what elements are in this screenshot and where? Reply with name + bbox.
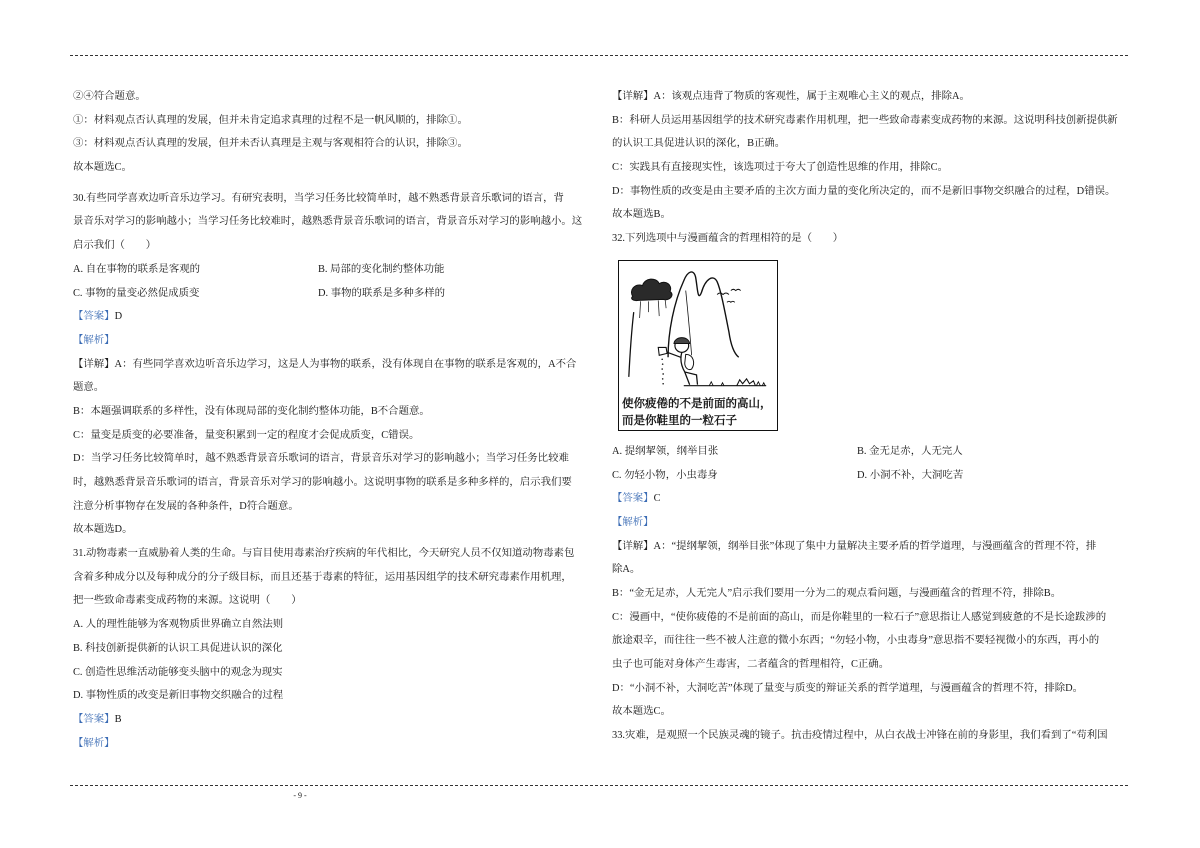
detail-line: B：科研人员运用基因组学的技术研究毒素作用机理，把一些致命毒素变成药物的来源。这说明科技创新提供新 <box>612 114 1118 126</box>
conclusion-line: 故本题选C。 <box>612 706 671 718</box>
option-d: D. 事物性质的改变是新旧事物交织融合的过程 <box>73 690 284 702</box>
question-stem-line: 启示我们（ ） <box>73 240 157 252</box>
question-stem-line: 33.灾难，是观照一个民族灵魂的镜子。抗击疫情过程中，从白衣战士冲锋在前的身影里，我们看到了“苟利国 <box>612 730 1108 742</box>
option-b: B. 局部的变化制约整体功能 <box>318 263 445 275</box>
answer-value: D <box>114 311 123 323</box>
detail-line: 注意分析事物存在发展的各种条件，D符合题意。 <box>73 500 299 512</box>
conclusion-line: 故本题选B。 <box>612 209 671 221</box>
answer-label: 【答案】 <box>73 311 115 323</box>
answer-label: 【答案】 <box>73 713 115 725</box>
options-row <box>612 464 1128 488</box>
bird <box>727 301 735 302</box>
answer-line <box>73 708 586 732</box>
analysis-line: ①：材料观点否认真理的发展，但并未肯定追求真理的过程不是一帆风顺的，排除①。 <box>73 114 468 126</box>
detail-line: 的认识工具促进认识的深化，B正确。 <box>612 138 786 150</box>
header-dashed-rule <box>70 55 1130 56</box>
option-a: A. 人的理性能够为客观物质世界确立自然法则 <box>73 619 284 631</box>
detail-line: 【详解】A：该观点违背了物质的客观性，属于主观唯心主义的观点，排除A。 <box>612 91 970 102</box>
left-slope <box>629 312 634 377</box>
page-number: - 9 - <box>293 791 307 800</box>
option-a: A. 提纲挈领，纲举目张 <box>612 445 719 457</box>
answer-label: 【答案】 <box>612 493 654 505</box>
question-stem-line: 把一些致命毒素变成药物的来源。这说明（ ） <box>73 595 302 607</box>
conclusion-line: 故本题选C。 <box>73 162 132 174</box>
cartoon-caption-line: 使你疲倦的不是前面的高山， <box>622 395 772 410</box>
answer-line <box>73 305 586 329</box>
question-stem-line: 含着多种成分以及每种成分的分子级目标，而且还基于毒素的特征，运用基因组学的技术研究毒素作用机理， <box>73 571 572 583</box>
answer-value: B <box>114 713 122 725</box>
option-c: C. 事物的量变必然促成质变 <box>73 287 200 299</box>
analysis-label: 【解析】 <box>73 737 115 749</box>
person-hat <box>674 337 690 343</box>
falling-stones <box>661 358 664 384</box>
question-31-analysis <box>612 85 1128 227</box>
options-row <box>612 440 1128 464</box>
detail-line: B：本题强调联系的多样性，没有体现局部的变化制约整体功能，B不合题意。 <box>73 405 430 417</box>
detail-line: 旅途艰辛，而往往一些不被人注意的微小东西；“勿轻小物，小虫毒身”意思指不要轻视微小的东西，再小的 <box>612 635 1100 647</box>
options-row <box>73 258 586 282</box>
footer-dashed-rule <box>70 785 1130 786</box>
analysis-line: ②④符合题意。 <box>73 91 146 102</box>
conclusion-line: 故本题选D。 <box>73 524 133 536</box>
question-29-tail <box>73 85 586 180</box>
question-32 <box>612 227 1128 724</box>
detail-line: 【详解】A：“提纲挈领，纲举目张”体现了集中力量解决主要矛盾的哲学道理，与漫画蕴含的哲理不符，排 <box>612 540 1097 552</box>
detail-line: 【详解】A：有些同学喜欢边听音乐边学习，这是人为事物的联系，没有体现自在事物的联系是客观的，A不合 <box>73 358 577 370</box>
question-stem-line: 32.下列选项中与漫画蕴含的哲理相符的是（ ） <box>612 233 844 245</box>
bird <box>731 289 741 290</box>
option-c: C. 勿轻小物，小虫毒身 <box>612 469 718 481</box>
cloud-drips <box>640 299 666 318</box>
question-stem-line: 31.动物毒素一直威胁着人类的生命。与盲目使用毒素治疗疾病的年代相比，今天研究人员不仅知道动物毒素包 <box>73 548 575 560</box>
option-d: D. 小洞不补，大洞吃苦 <box>857 469 964 481</box>
detail-line: D：事物性质的改变是由主要矛盾的主次方面力量的变化所决定的，而不是新旧事物交织融合的过程，D错误。 <box>612 185 1116 197</box>
cartoon-caption-line: 而是你鞋里的一粒石子 <box>622 412 737 427</box>
detail-line: C：实践具有直接现实性，该选项过于夸大了创造性思维的作用，排除C。 <box>612 162 948 174</box>
option-c: C. 创造性思维活动能够变头脑中的观念为现实 <box>73 666 283 678</box>
person-backpack <box>685 354 694 369</box>
question-stem-line: 景音乐对学习的影响越小；当学习任务比较难时，越熟悉背景音乐歌词的语言，背景音乐对学习的影响越小。这 <box>73 216 583 228</box>
small-creature <box>737 379 756 386</box>
question-stem-line: 30.有些同学喜欢边听音乐边学习。有研究表明，当学习任务比较简单时，越不熟悉背景音乐歌词的语言，背 <box>73 192 564 204</box>
option-b: B. 金无足赤，人无完人 <box>857 445 963 457</box>
analysis-label: 【解析】 <box>73 334 115 346</box>
shoe <box>658 347 667 355</box>
right-column <box>612 85 1128 765</box>
analysis-line: ③：材料观点否认真理的发展，但并未否认真理是主观与客观相符合的认识，排除③。 <box>73 138 468 150</box>
detail-line: 虫子也可能对身体产生毒害，二者蕴含的哲理相符，C正确。 <box>612 659 890 670</box>
detail-line: B：“金无足赤，人无完人”启示我们要用一分为二的观点看问题，与漫画蕴含的哲理不符，排除B。 <box>612 587 1062 599</box>
answer-line <box>612 487 1128 511</box>
detail-line: D：“小洞不补，大洞吃苦”体现了量变与质变的辩证关系的哲学道理，与漫画蕴含的哲理不符，排除D。 <box>612 682 1084 694</box>
options-row <box>73 282 586 306</box>
cartoon-image <box>618 260 778 431</box>
left-column <box>73 85 586 765</box>
detail-line: C：漫画中，“使你疲倦的不是前面的高山，而是你鞋里的一粒石子”意思指让人感觉到疲惫的不是长途跋涉的 <box>612 611 1107 623</box>
bird <box>717 293 729 294</box>
analysis-label: 【解析】 <box>612 516 654 528</box>
question-33 <box>612 724 1128 748</box>
question-30 <box>73 187 586 542</box>
question-31 <box>73 542 586 755</box>
detail-line: 除A。 <box>612 564 641 576</box>
option-b: B. 科技创新提供新的认识工具促进认识的深化 <box>73 642 283 654</box>
option-a: A. 自在事物的联系是客观的 <box>73 263 200 275</box>
detail-line: 题意。 <box>73 382 105 394</box>
detail-line: D：当学习任务比较简单时，越不熟悉背景音乐歌词的语言，背景音乐对学习的影响越小；当学习任务比较难 <box>73 453 569 465</box>
option-d: D. 事物的联系是多种多样的 <box>318 287 445 299</box>
detail-line: 时，越熟悉背景音乐歌词的语言，背景音乐对学习的影响越小。这说明事物的联系是多种多样的，启示我们要 <box>73 477 572 488</box>
cloud <box>631 279 672 300</box>
answer-value: C <box>653 493 661 505</box>
detail-line: C：量变是质变的必要准备，量变积累到一定的程度才会促成质变，C错误。 <box>73 429 420 441</box>
